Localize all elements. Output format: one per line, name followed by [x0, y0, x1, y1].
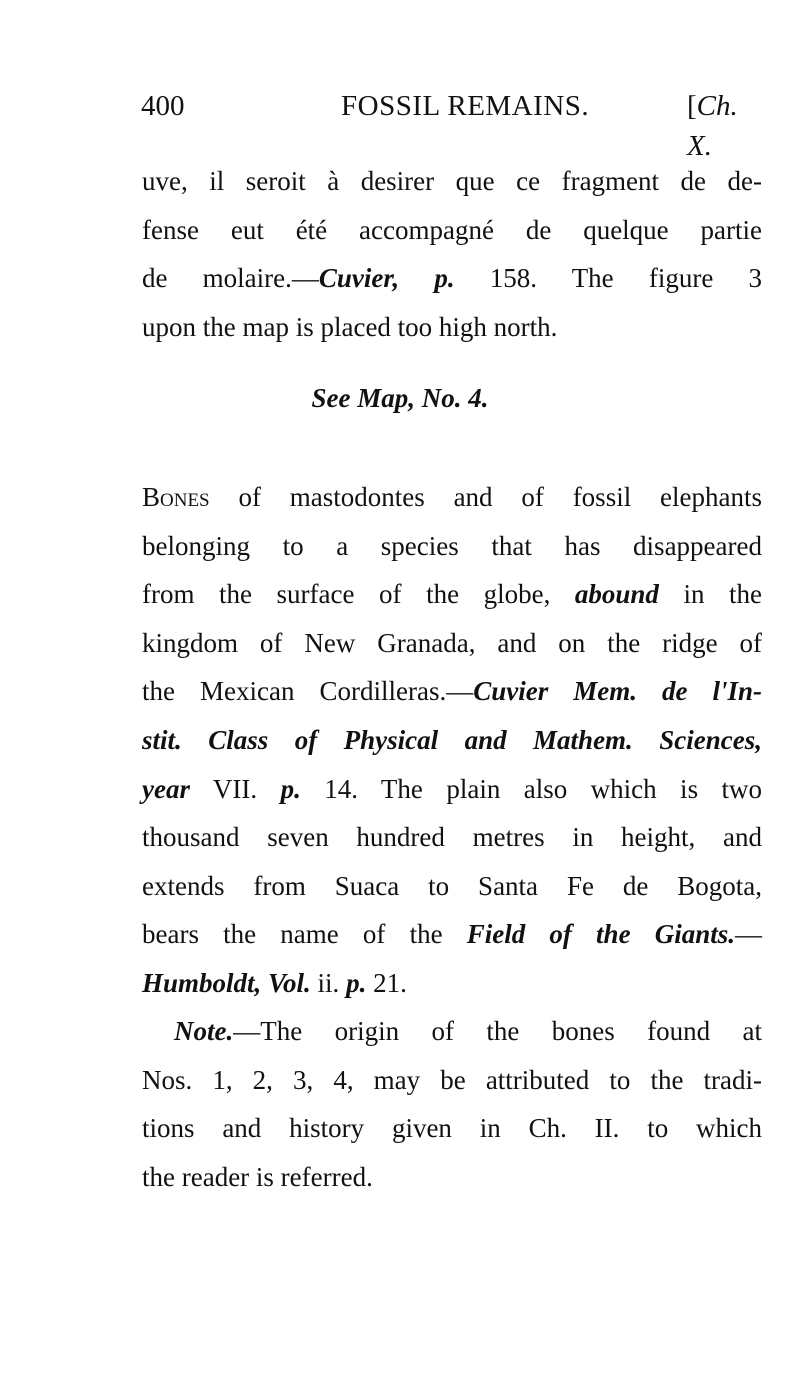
text-line: thousand seven hundred metres in height, and [142, 822, 762, 853]
emphasis: abound [574, 579, 659, 610]
text-line: year VII. p. 14. The plain also which is two [142, 773, 762, 804]
text-line: Bones of mastodontes and of fossil elephants [142, 482, 762, 512]
text-line: extends from Suaca to Santa Fe de Bogota, [142, 870, 762, 901]
paragraph-bones [142, 473, 762, 1008]
emphasis: Field of the Giants. [466, 919, 735, 950]
text-line: the Mexican Cordilleras.—Cuvier Mem. de l'In- [142, 676, 762, 707]
text-line: kingdom of New Granada, and on the ridge of [142, 627, 762, 658]
chapter-bracket: [ [687, 90, 697, 122]
chapter-label: Ch. X. [687, 90, 738, 162]
citation: p. [346, 967, 367, 998]
citation: Cuvier, p. [318, 263, 455, 294]
text-line: belonging to a species that has disappeared [142, 530, 762, 561]
chapter-reference [687, 86, 760, 166]
paragraph-cuvier-quote [142, 157, 762, 351]
running-header [141, 86, 760, 162]
text-line: Note.—The origin of the bones found at [174, 1016, 762, 1046]
text-line: fense eut été accompagné de quelque partie [142, 214, 762, 245]
citation: stit. Class of Physical and Mathem. Sciences, [142, 724, 762, 755]
text-line: tions and history given in Ch. II. to which [142, 1113, 762, 1144]
text-line: de molaire.—Cuvier, p. 158. The figure 3 [142, 263, 762, 294]
note-label: Note. [174, 1016, 234, 1046]
section-title: FOSSIL REMAINS. [341, 90, 590, 122]
text-line: Humboldt, Vol. ii. p. 21. [142, 967, 407, 998]
map-reference: See Map, No. 4. [311, 383, 489, 413]
text-line: upon the map is placed too high north. [142, 311, 558, 342]
text-line [142, 716, 762, 765]
citation: Humboldt, Vol. [142, 967, 311, 998]
citation: p. [280, 773, 301, 804]
text-line: the reader is referred. [142, 1161, 373, 1192]
page-number: 400 [141, 90, 185, 122]
text-line: uve, il seroit à desirer que ce fragment de de- [142, 166, 762, 196]
small-caps-lead: Bones [142, 482, 210, 512]
citation: year [142, 773, 190, 804]
text-line: Nos. 1, 2, 3, 4, may be attributed to the tradi- [142, 1064, 762, 1095]
text-line: bears the name of the Field of the Giants.— [142, 919, 762, 950]
paragraph-note [142, 1007, 762, 1201]
text-line: from the surface of the globe, abound in the [142, 579, 762, 610]
citation: Cuvier Mem. de l'In- [473, 676, 762, 707]
